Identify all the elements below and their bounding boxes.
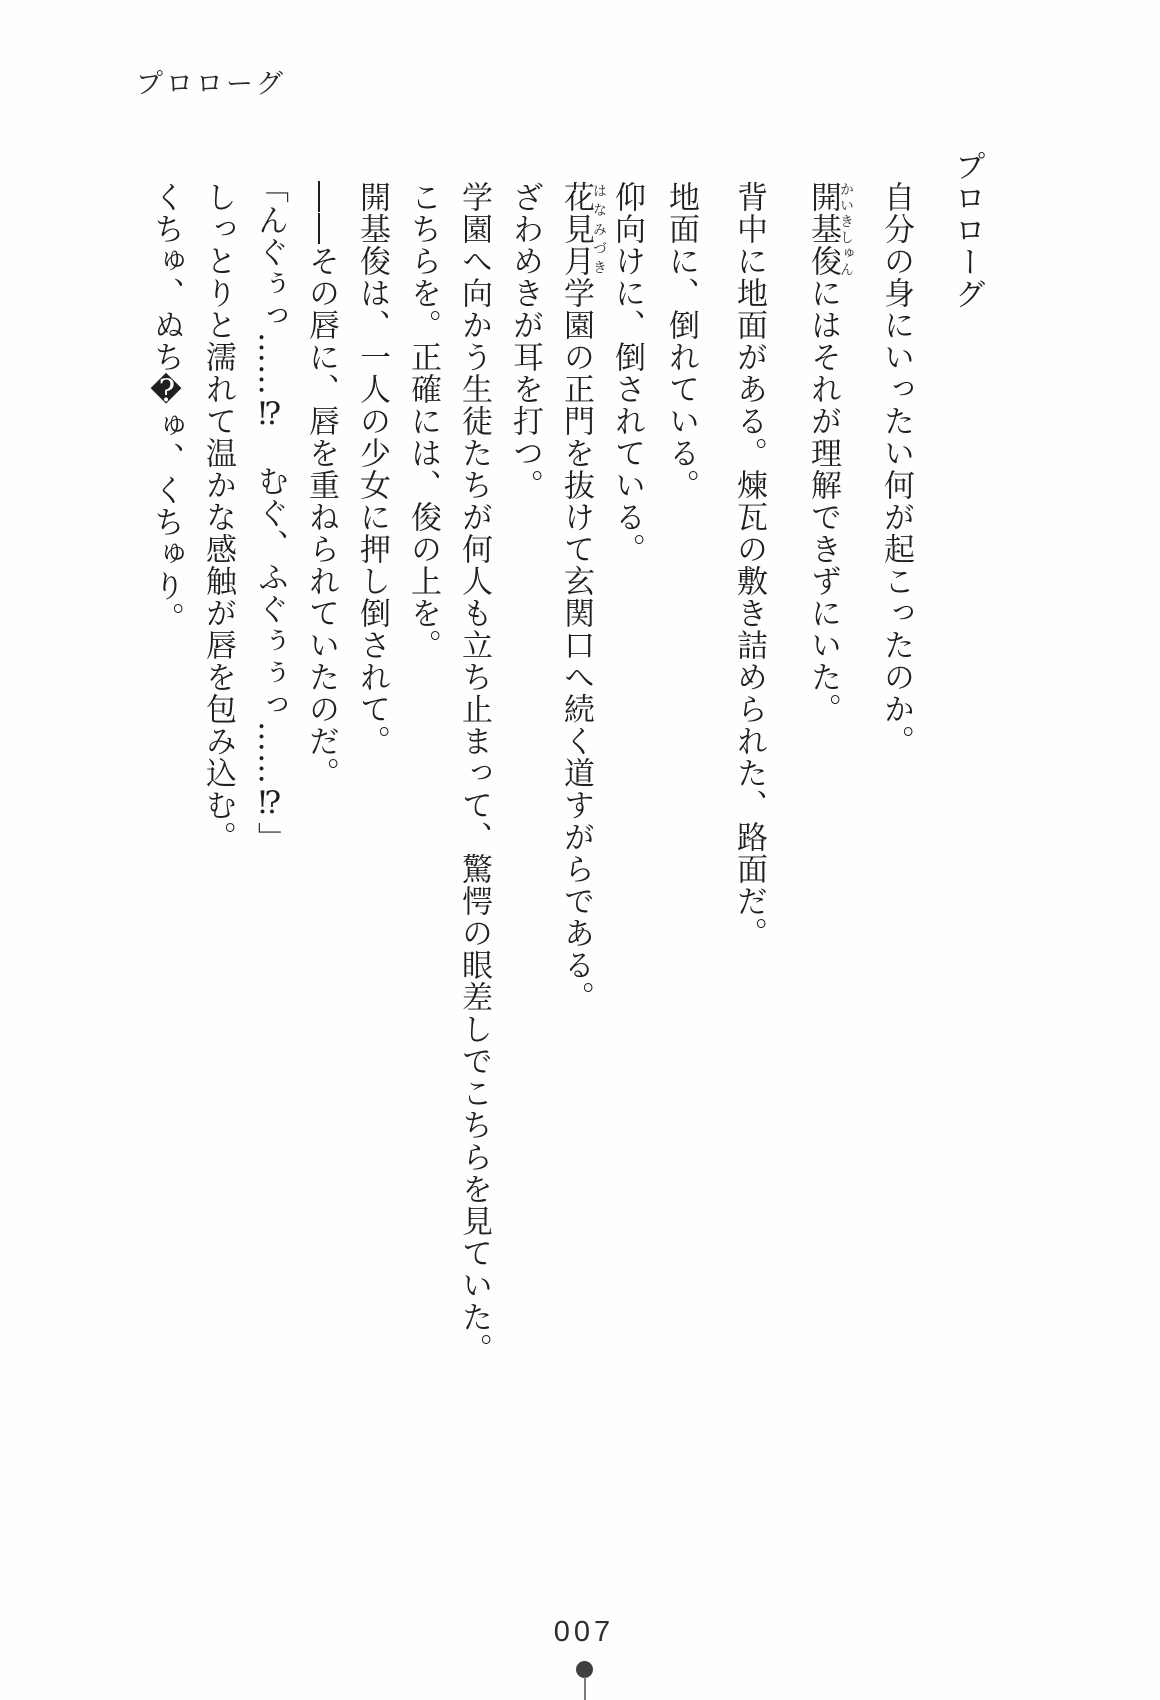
paragraph-2-rest: にはそれが理解できずにいた。 bbox=[805, 277, 841, 725]
paragraph-6 bbox=[559, 181, 606, 1013]
paragraph-1: 自分の身にいったい何が起こったのか。 bbox=[878, 181, 914, 757]
paragraph-8: 学園へ向かう生徒たちが何人も立ち止まって、驚愕の眼差しでこちらを見ていた。 bbox=[456, 181, 492, 1365]
paragraph-2 bbox=[806, 181, 853, 725]
dot-ornament-icon bbox=[576, 1661, 593, 1678]
ruby-hanamizuki bbox=[558, 181, 607, 277]
paragraph-6-rest: 学園の正門を抜けて玄関口へ続く道すがらである。 bbox=[558, 277, 594, 1013]
furigana: かいきしゅん bbox=[838, 181, 854, 277]
paragraph-10: 開基俊は、一人の少女に押し倒されて。 bbox=[354, 181, 390, 757]
ornament-line bbox=[584, 1677, 586, 1700]
chapter-title: プロローグ bbox=[949, 150, 985, 310]
paragraph-5: 仰向けに、倒されている。 bbox=[609, 181, 645, 565]
paragraph-13: しっとりと濡れて温かな感触が唇を包み込む。 bbox=[200, 181, 236, 853]
ruby-base: 開基俊 bbox=[805, 181, 841, 277]
paragraph-4: 地面に、倒れている。 bbox=[663, 181, 699, 501]
paragraph-11: ――その唇に、唇を重ねられていたのだ。 bbox=[303, 181, 339, 789]
paragraph-3: 背中に地面がある。煉瓦の敷き詰められた、路面だ。 bbox=[731, 181, 767, 949]
running-head: プロローグ bbox=[136, 69, 286, 100]
page-number: 007 bbox=[553, 1616, 615, 1648]
paragraph-9: こちらを。正確には、俊の上を。 bbox=[405, 181, 441, 661]
paragraph-12-dialogue: 「んぐぅっ……⁉ むぐ、ふぐぅぅっ……⁉」 bbox=[252, 172, 288, 854]
ruby-base: 花見月 bbox=[558, 181, 594, 277]
ruby-kai-kishun bbox=[805, 181, 854, 277]
paragraph-7: ざわめきが耳を打つ。 bbox=[507, 181, 543, 501]
paragraph-14: くちゅ、ぬち�ゅ、くちゅり。 bbox=[148, 181, 184, 634]
furigana: はなみづき bbox=[591, 181, 607, 277]
